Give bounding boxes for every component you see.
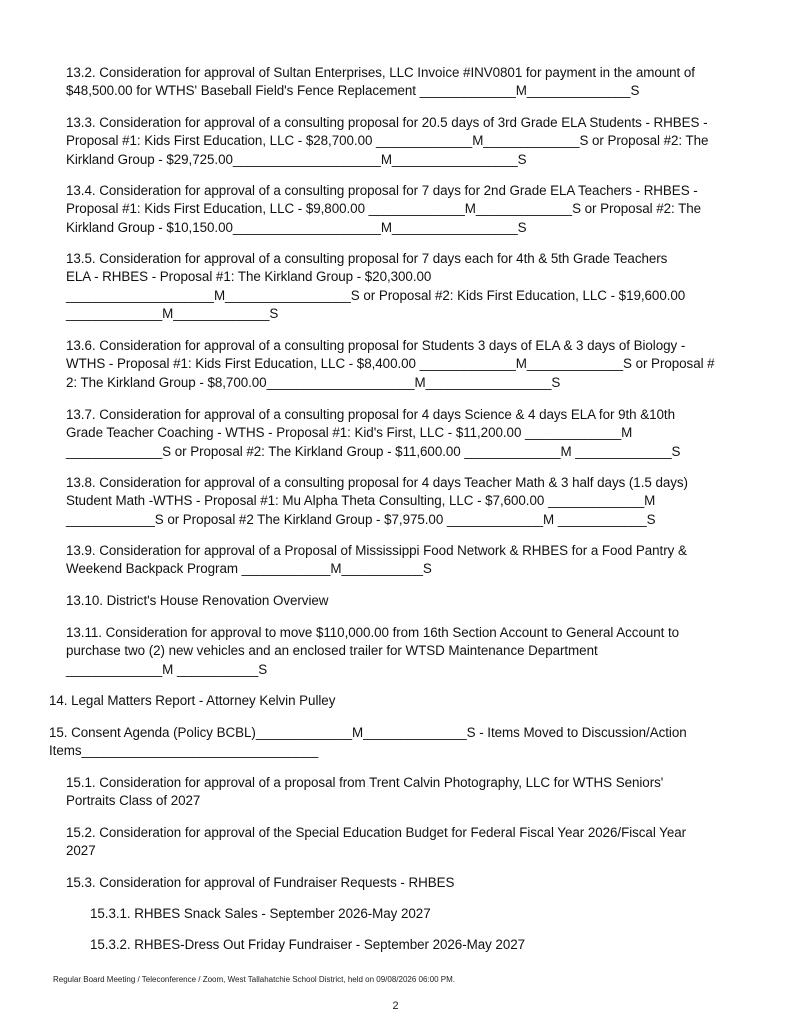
- agenda-item-13-6: [66, 337, 738, 392]
- agenda-text-line: Grade Teacher Coaching - WTHS - Proposal #1: Kid's First, LLC - $11,200.00 _____________M: [66, 425, 633, 441]
- agenda-item-13-2: [66, 64, 738, 101]
- agenda-text-line: 13.3. Consideration for approval of a consulting proposal for 20.5 days of 3rd Grade ELA Students - RHBES -: [66, 115, 708, 130]
- agenda-text-line: 15.3. Consideration for approval of Fundraiser Requests - RHBES: [66, 875, 455, 890]
- agenda-text-line: 13.10. District's House Renovation Overview: [66, 593, 329, 608]
- agenda-text-line: Student Math -WTHS - Proposal #1: Mu Alpha Theta Consulting, LLC - $7,600.00 _____________M: [66, 493, 656, 509]
- page-number: 2: [392, 1000, 399, 1012]
- agenda-item-15-1: [66, 774, 738, 811]
- page-footer: Regular Board Meeting / Teleconference / Zoom, West Tallahatchie School District, held on 09/08/2026 06:00 PM.: [53, 975, 456, 984]
- agenda-text-line: 13.11. Consideration for approval to move $110,000.00 from 16th Section Account to General Account to: [66, 625, 680, 640]
- agenda-text-line: 15.3.2. RHBES-Dress Out Friday Fundraiser - September 2026-May 2027: [90, 937, 526, 952]
- agenda-item-13-5: [66, 250, 738, 323]
- agenda-text-line: $48,500.00 for WTHS' Baseball Field's Fence Replacement _____________M______________S: [66, 83, 640, 99]
- agenda-text-line: Portraits Class of 2027: [66, 793, 201, 809]
- agenda-text-line: 13.4. Consideration for approval of a consulting proposal for 7 days for 2nd Grade ELA Teachers - RHBES -: [66, 183, 698, 198]
- agenda-text-line: 15. Consent Agenda (Policy BCBL)_____________M______________S - Items Moved to Discussion/Action: [49, 725, 687, 740]
- agenda-text-line: 13.5. Consideration for approval of a consulting proposal for 7 days each for 4th & 5th Grade Teachers: [66, 251, 668, 266]
- agenda-item-13-3: [66, 114, 738, 169]
- agenda-text-line: _____________M ___________S: [66, 661, 268, 677]
- agenda-text-line: Items________________________________: [49, 743, 319, 759]
- agenda-text-line: 13.2. Consideration for approval of Sultan Enterprises, LLC Invoice #INV0801 for payment in the amount of: [66, 65, 695, 80]
- agenda-text-line: _____________M_____________S: [66, 305, 279, 321]
- agenda-text-line: 14. Legal Matters Report - Attorney Kelvin Pulley: [49, 693, 336, 708]
- agenda-text-line: Kirkland Group - $10,150.00____________________M_________________S: [66, 219, 527, 235]
- agenda-text-line: 15.3.1. RHBES Snack Sales - September 2026-May 2027: [90, 906, 431, 921]
- agenda-text-line: 13.9. Consideration for approval of a Proposal of Mississippi Food Network & RHBES for a Food Pantry &: [66, 543, 687, 558]
- agenda-text-line: 13.7. Consideration for approval of a consulting proposal for 4 days Science & 4 days ELA for 9th &10th: [66, 407, 675, 422]
- agenda-text-line: ____________S or Proposal #2 The Kirkland Group - $7,975.00 _____________M ____________S: [66, 511, 656, 527]
- agenda-item-13-10: [66, 592, 738, 610]
- agenda-text-line: 15.1. Consideration for approval of a proposal from Trent Calvin Photography, LLC for WTHS Seniors': [66, 775, 664, 790]
- agenda-text-line: Proposal #1: Kids First Education, LLC - $28,700.00 _____________M_____________S or Proposal #2: The: [66, 133, 709, 149]
- agenda-text-line: Weekend Backpack Program ____________M___________S: [66, 561, 432, 577]
- agenda-text-line: Proposal #1: Kids First Education, LLC - $9,800.00 _____________M_____________S or Proposal #2: The: [66, 201, 702, 217]
- agenda-item-15-3-1: [90, 905, 730, 923]
- agenda-text-line: ELA - RHBES - Proposal #1: The Kirkland Group - $20,300.00: [66, 269, 432, 285]
- agenda-text-line: _____________S or Proposal #2: The Kirkland Group - $11,600.00 _____________M _____________S: [66, 443, 681, 459]
- agenda-item-15: [49, 724, 739, 761]
- agenda-item-15-3-2: [90, 936, 730, 954]
- agenda-text-line: WTHS - Proposal #1: Kids First Education, LLC - $8,400.00 _____________M_____________S or Proposal #: [66, 356, 715, 372]
- agenda-item-14: [49, 692, 739, 710]
- agenda-item-13-11: [66, 624, 738, 679]
- agenda-item-13-7: [66, 406, 738, 461]
- agenda-item-15-2: [66, 824, 738, 861]
- agenda-text-line: 2: The Kirkland Group - $8,700.00____________________M_________________S: [66, 374, 561, 390]
- agenda-text-line: purchase two (2) new vehicles and an enclosed trailer for WTSD Maintenance Department: [66, 643, 598, 659]
- agenda-text-line: 2027: [66, 843, 96, 859]
- agenda-text-line: 13.6. Consideration for approval of a consulting proposal for Students 3 days of ELA & 3 days of Biology -: [66, 338, 686, 353]
- agenda-item-13-9: [66, 542, 738, 579]
- agenda-item-13-8: [66, 474, 738, 529]
- agenda-text-line: ____________________M_________________S or Proposal #2: Kids First Education, LLC - $19,600.00: [66, 287, 686, 303]
- agenda-item-15-3: [66, 874, 738, 892]
- agenda-text-line: Kirkland Group - $29,725.00____________________M_________________S: [66, 151, 527, 167]
- agenda-text-line: 15.2. Consideration for approval of the Special Education Budget for Federal Fiscal Year 2026/Fiscal Year: [66, 825, 687, 840]
- agenda-text-line: 13.8. Consideration for approval of a consulting proposal for 4 days Teacher Math & 3 half days (1.5 days): [66, 475, 688, 490]
- agenda-item-13-4: [66, 182, 738, 237]
